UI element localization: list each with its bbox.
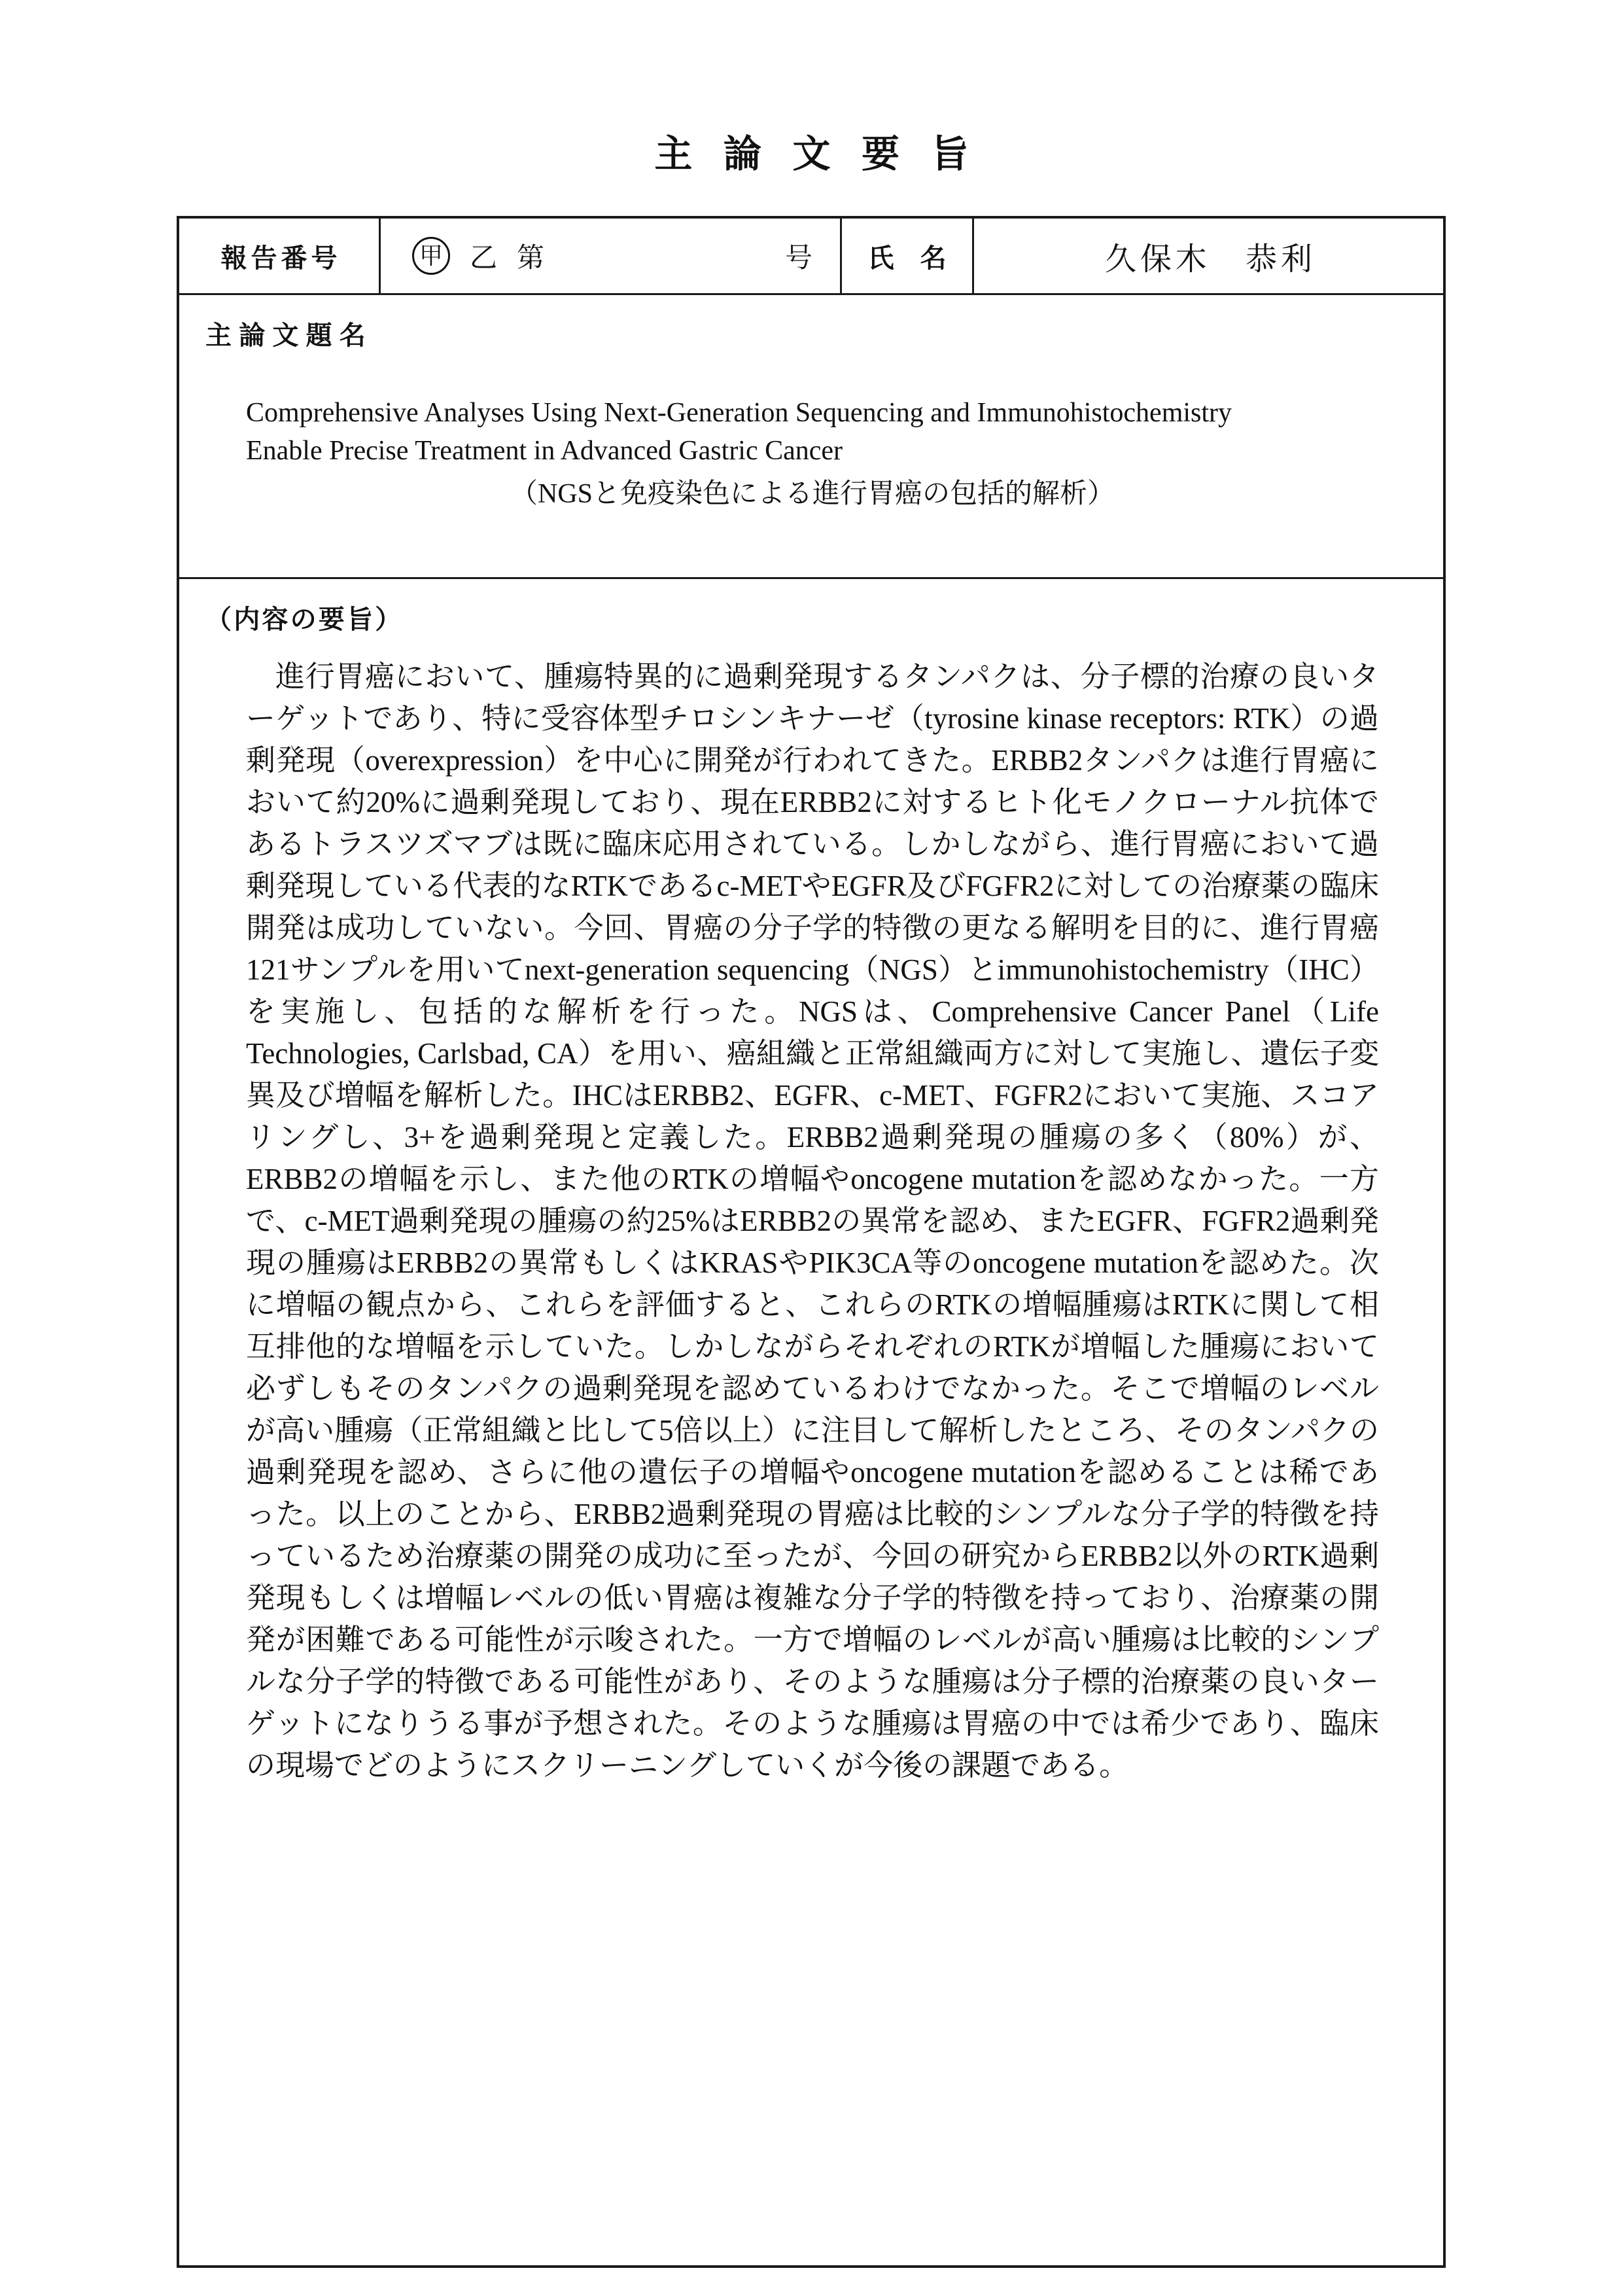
abstract-body-text: 進行胃癌において、腫瘍特異的に過剰発現するタンパクは、分子標的治療の良いターゲットであり、特に受容体型チロシンキナーゼ（tyrosine kinase receptors: RTK）の過剰発現（overexpression）を中心に開発が行われてきた。ERBB2タンパクは進行胃癌において約20%に過剰発現しており、現在ERBB2に対するヒト化モノクローナル抗体であるトラスツズマブは既に臨床応用されている。しかしながら、進行胃癌において過剰発現している代表的なRTKであるc-METやEGFR及びFGFR2に対しての治療薬の臨床開発は成功していない。今回、胃癌の分子学的特徴の更なる解明を目的に、進行胃癌121サンプルを用いてnext-generation sequencing（NGS）とimmunohistochemistry（IHC）を実施し、包括的な解析を行った。NGSは、Comprehensive Cancer Panel（Life Technologies, Carlsbad, CA）を用い、癌組織と正常組織両方に対して実施し、遺伝子変異及び増幅を解析した。IHCはERBB2、EGFR、c-MET、FGFR2において実施、スコアリングし、3+を過剰発現と定義した。ERBB2過剰発現の腫瘍の多く（80%）が、ERBB2の増幅を示し、また他のRTKの増幅やoncogene mutationを認めなかった。一方で、c-MET過剰発現の腫瘍の約25%はERBB2の異常を認め、またEGFR、FGFR2過剰発現の腫瘍はERBB2の異常もしくはKRASやPIK3CA等のoncogene mutationを認めた。次に増幅の観点から、これらを評価すると、これらのRTKの増幅腫瘍はRTKに関して相互排他的な増幅を示していた。しかしながらそれぞれのRTKが増幅した腫瘍において必ずしもそのタンパクの過剰発現を認めているわけでなかった。そこで増幅のレベルが高い腫瘍（正常組織と比して5倍以上）に注目して解析したところ、そのタンパクの過剰発現を認め、さらに他の遺伝子の増幅やoncogene mutationを認めることは稀であった。以上のことから、ERBB2過剰発現の胃癌は比較的シンプルな分子学的特徴を持っているため治療薬の開発の成功に至ったが、今回の研究からERBB2以外のRTK過剰発現もしくは増幅レベルの低い胃癌は複雑な分子学的特徴を持っており、治療薬の開発が困難である可能性が示唆された。一方で増幅のレベルが高い腫瘍は比較的シンプルな分子学的特徴である可能性があり、そのような腫瘍は分子標的治療薬の良いターゲットになりうる事が予想された。そのような腫瘍は胃癌の中では希少であり、臨床の現場でどのようにスクリーニングしていくが今後の課題である。	[246, 660, 1380, 1782]
report-number-cell	[381, 219, 842, 293]
abstract-section	[179, 579, 1443, 2265]
go-label: 号	[784, 243, 812, 274]
thesis-title-japanese: （NGSと免疫染色による進行胃癌の包括的解析）	[510, 479, 1115, 509]
thesis-title-block	[246, 394, 1379, 513]
abstract-section-label: （内容の要旨）	[205, 605, 404, 634]
name-label: 氏 名	[842, 219, 974, 293]
otsu-label: 乙	[470, 243, 498, 274]
thesis-title-section	[179, 295, 1443, 579]
header-row	[179, 219, 1443, 295]
kou-circled-mark: 甲	[412, 237, 450, 275]
thesis-title-english-line2: Enable Precise Treatment in Advanced Gastric Cancer	[246, 436, 843, 466]
page-title: 主論文要旨	[654, 133, 1000, 175]
report-number-label: 報告番号	[179, 219, 381, 293]
dai-label: 第	[517, 243, 545, 274]
form-frame	[177, 216, 1446, 2268]
thesis-title-section-label: 主論文題名	[205, 321, 373, 350]
report-number-prefix	[412, 236, 544, 275]
name-value: 久保木 恭利	[1105, 241, 1316, 277]
thesis-title-english-line1: Comprehensive Analyses Using Next-Generation Sequencing and Immunohistochemistry	[246, 398, 1232, 428]
